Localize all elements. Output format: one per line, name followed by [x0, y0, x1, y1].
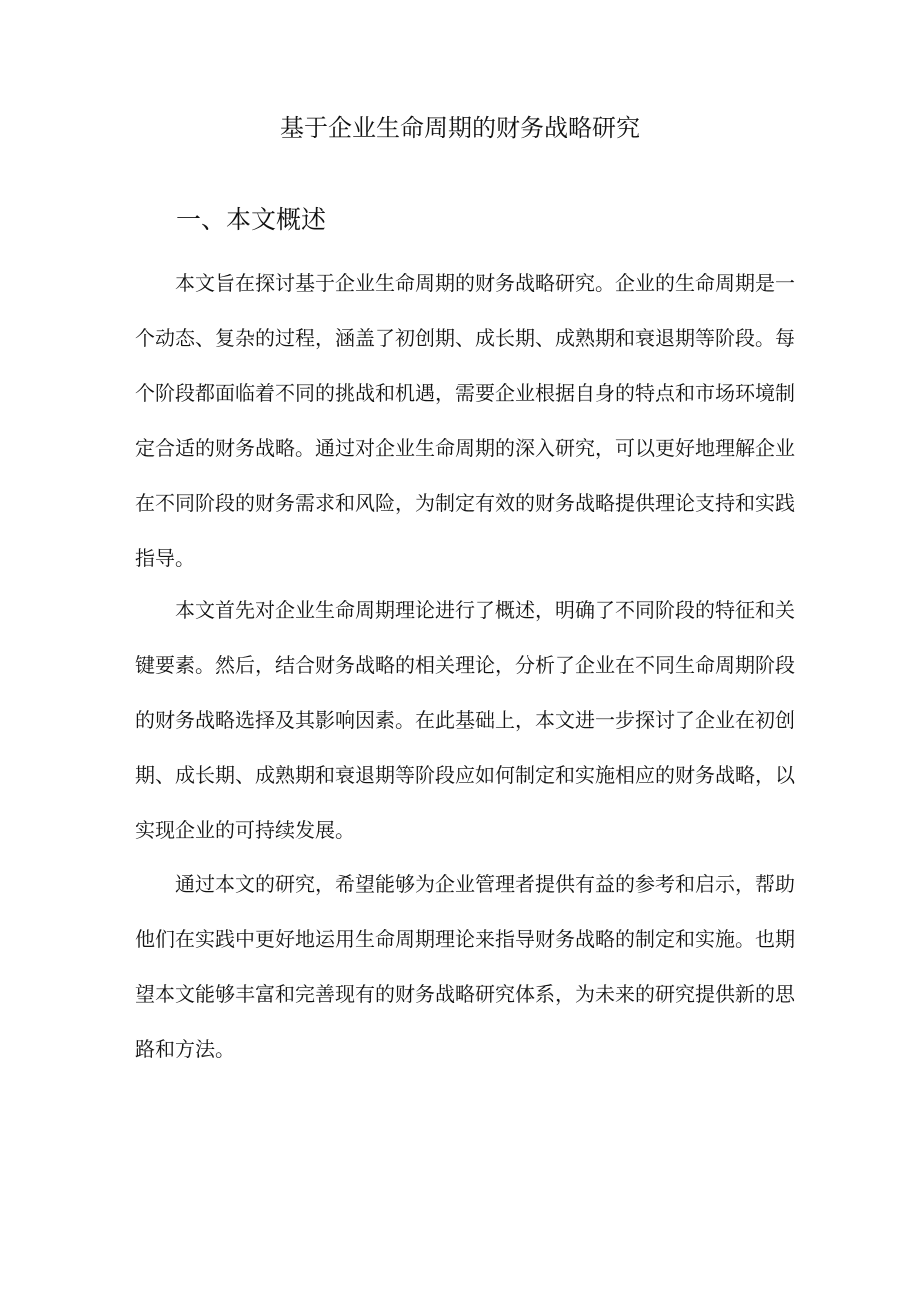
paragraph-1: 本文旨在探讨基于企业生命周期的财务战略研究。企业的生命周期是一个动态、复杂的过程，涵盖了初创期、成长期、成熟期和衰退期等阶段。每个阶段都面临着不同的挑战和机遇，需要企业根据自身的特点和市场环境制定合适的财务战略。通过对企业生命周期的深入研究，可以更好地理解企业在不同阶段的财务需求和风险，为制定有效的财务战略提供理论支持和实践指导。	[135, 271, 795, 570]
section-heading: 一、本文概述	[176, 205, 327, 234]
paragraph-3: 通过本文的研究，希望能够为企业管理者提供有益的参考和启示，帮助他们在实践中更好地运用生命周期理论来指导财务战略的制定和实施。也期望本文能够丰富和完善现有的财务战略研究体系，为未来的研究提供新的思路和方法。	[135, 872, 795, 1061]
document-title: 基于企业生命周期的财务战略研究	[280, 114, 640, 142]
paragraph-2: 本文首先对企业生命周期理论进行了概述，明确了不同阶段的特征和关键要素。然后，结合财务战略的相关理论，分析了企业在不同生命周期阶段的财务战略选择及其影响因素。在此基础上，本文进一步探讨了企业在初创期、成长期、成熟期和衰退期等阶段应如何制定和实施相应的财务战略，以实现企业的可持续发展。	[135, 598, 795, 842]
